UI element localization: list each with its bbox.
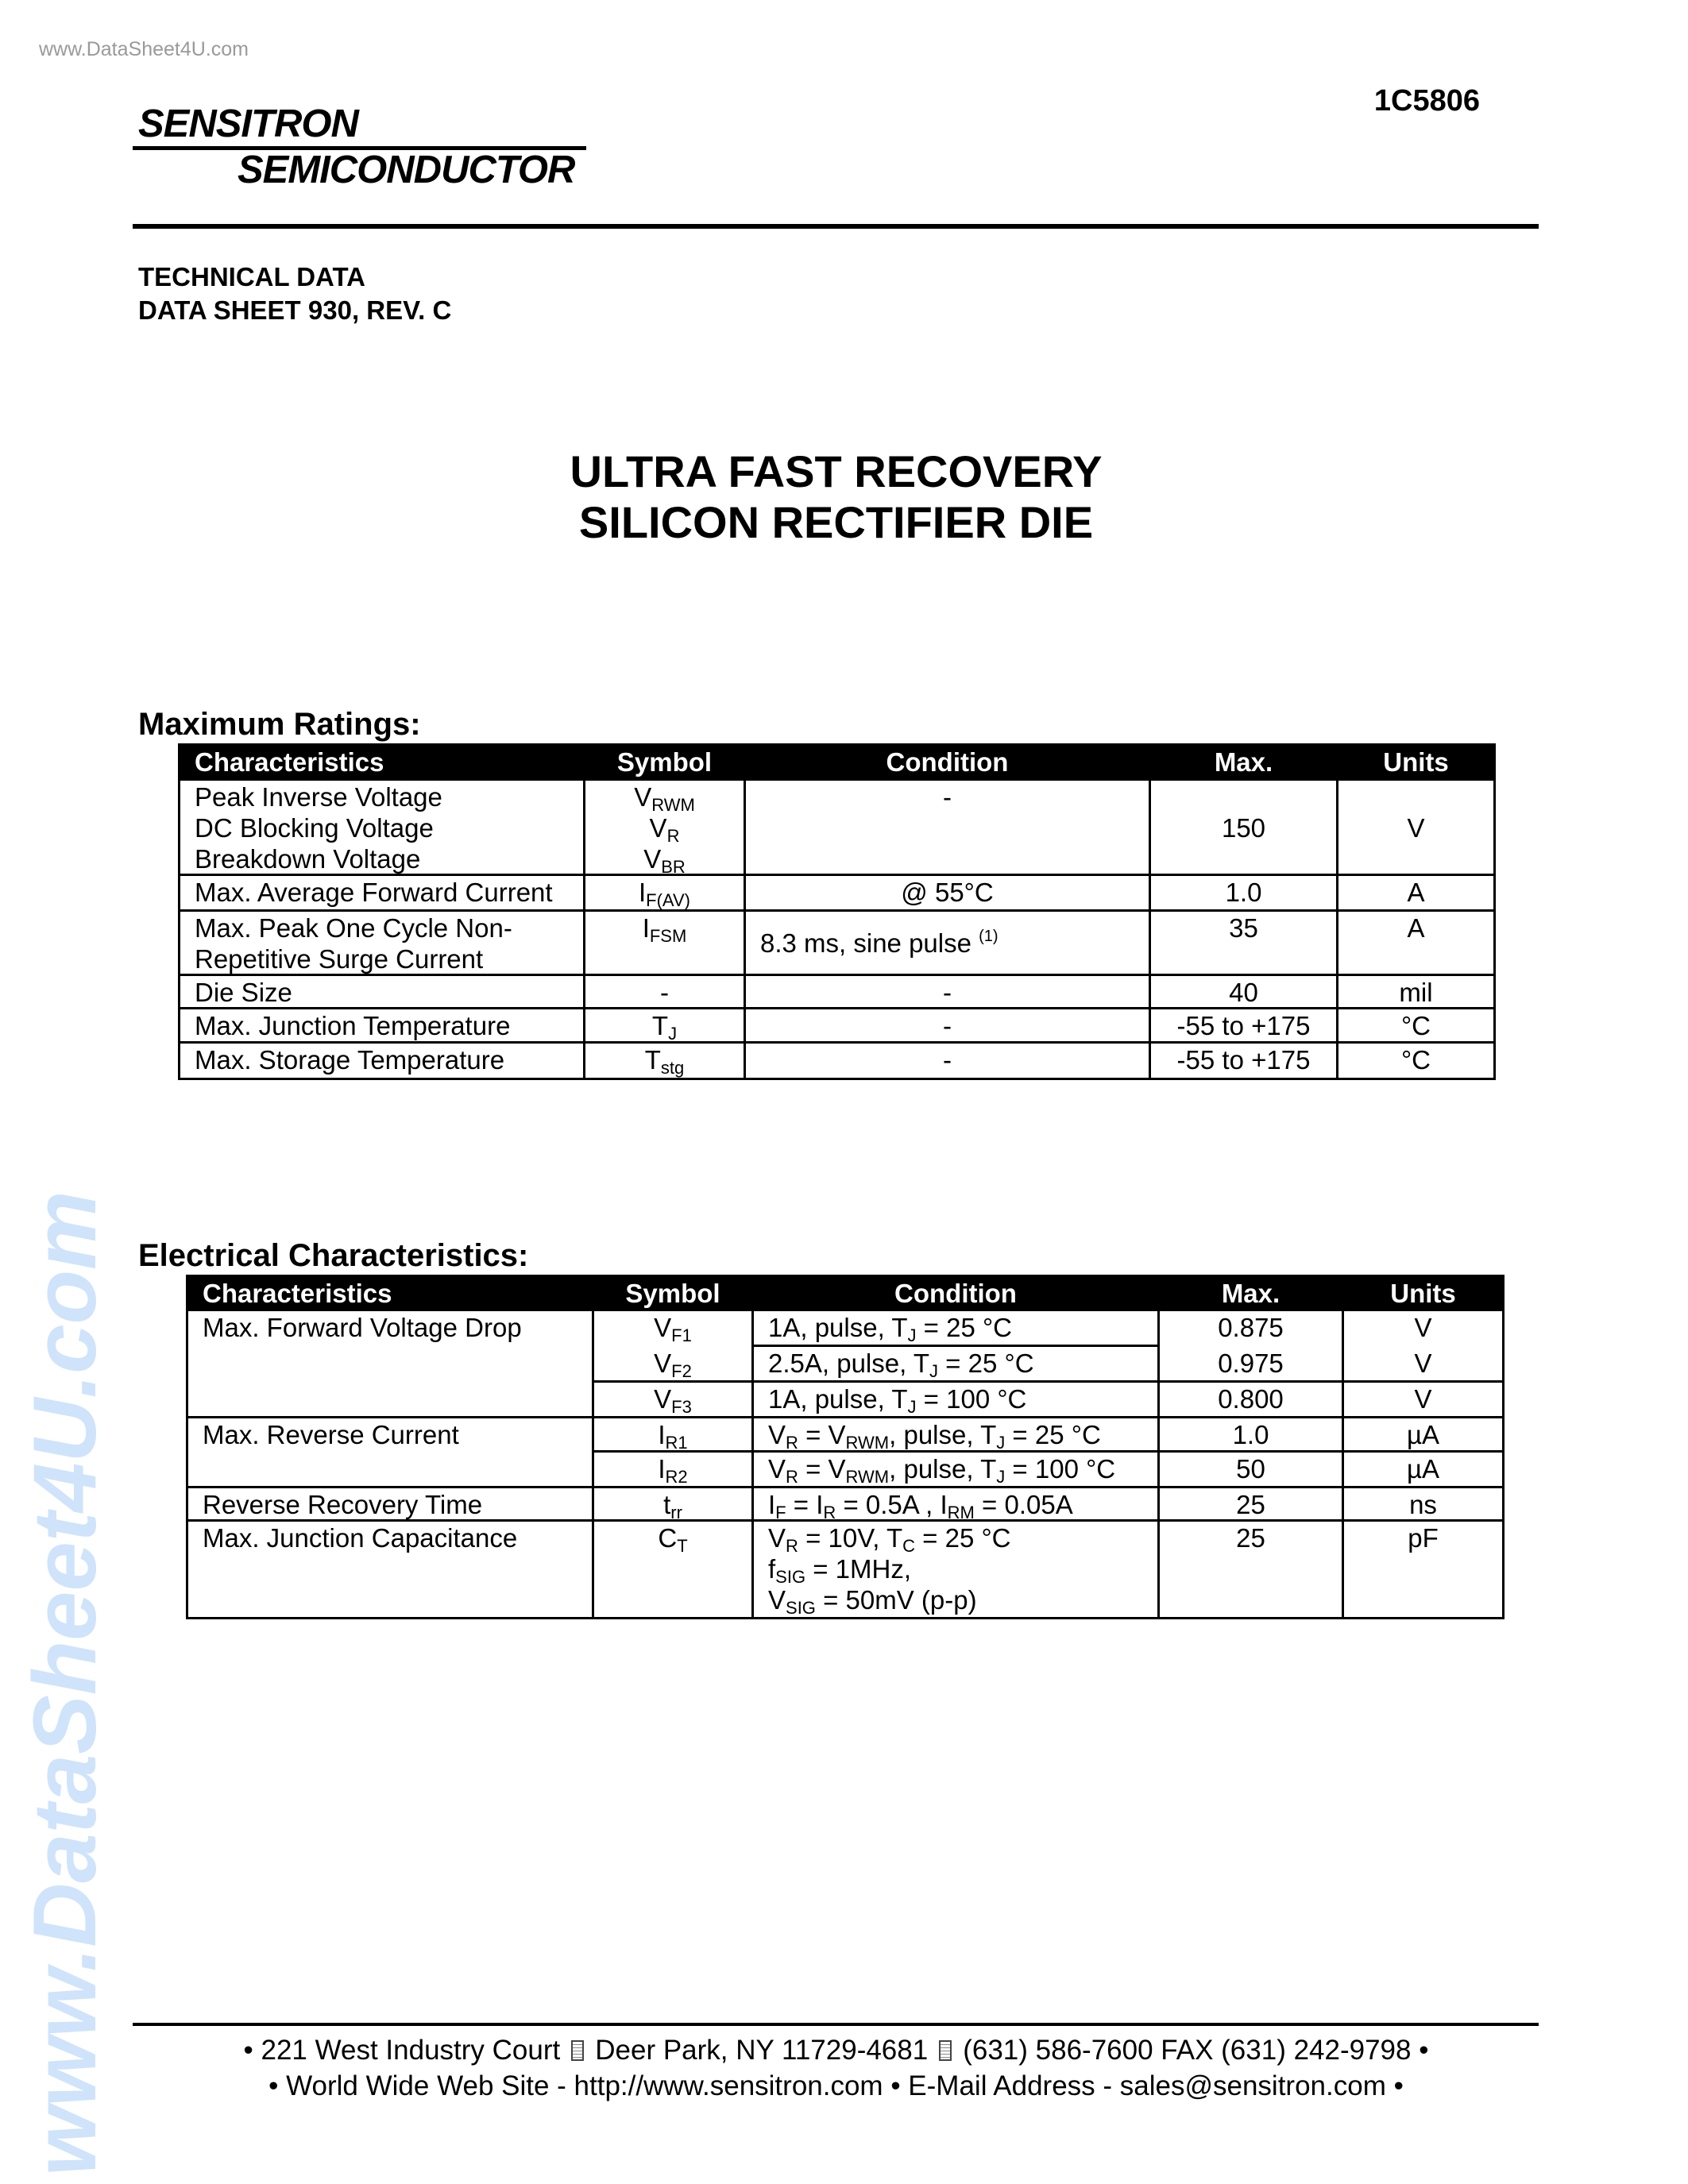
text: Reverse Recovery Time <box>203 1490 483 1519</box>
text: -55 to +175 <box>1176 1045 1311 1075</box>
cell-line <box>1338 812 1493 843</box>
cell-line <box>768 1312 1157 1343</box>
characteristic <box>180 876 585 912</box>
cell-line <box>1160 1419 1342 1450</box>
symbol <box>585 912 746 976</box>
text: Max. Junction Temperature <box>195 1011 511 1040</box>
datasheet-revision: DATA SHEET 930, REV. C <box>138 295 452 325</box>
subscript: T <box>677 1536 688 1556</box>
cell-line <box>1338 877 1493 908</box>
cell-line <box>203 1522 592 1553</box>
cell-line <box>585 843 744 874</box>
subscript: rr <box>670 1503 682 1522</box>
text: - <box>943 1045 952 1075</box>
subscript: RWM <box>845 1467 890 1487</box>
subscript: F1 <box>671 1325 692 1345</box>
condition <box>746 1009 1151 1044</box>
cell-line <box>594 1453 751 1487</box>
header-units: Units <box>1338 746 1496 781</box>
cell-line <box>585 812 744 846</box>
characteristic <box>188 1311 594 1418</box>
cell-line <box>1344 1348 1502 1379</box>
symbol <box>594 1488 754 1522</box>
text: 1A, pulse, T <box>768 1384 908 1414</box>
condition <box>754 1347 1160 1383</box>
text: Breakdown Voltage <box>195 844 421 874</box>
text: Die Size <box>195 978 292 1007</box>
cell-line <box>594 1383 751 1417</box>
cell-line <box>594 1312 751 1343</box>
header-max: Max. <box>1151 746 1338 781</box>
header-symbol: Symbol <box>585 746 746 781</box>
symbol <box>585 1009 746 1044</box>
subscript: R1 <box>665 1433 688 1453</box>
subscript: stg <box>660 1058 685 1078</box>
cell-line <box>1160 1348 1342 1379</box>
text: Repetitive Surge Current <box>195 944 484 974</box>
watermark-url[interactable]: www.DataSheet4U.com <box>39 38 249 60</box>
part-number: 1C5806 <box>1373 84 1480 118</box>
subscript: FSM <box>649 926 687 946</box>
text: = I <box>786 1490 824 1519</box>
symbol <box>585 876 746 912</box>
subscript: R2 <box>665 1467 688 1487</box>
cell-line <box>1338 1044 1493 1075</box>
text: @ 55°C <box>901 878 994 907</box>
subscript: R <box>823 1503 836 1522</box>
max-value <box>1160 1311 1344 1347</box>
cell-line <box>594 1419 751 1453</box>
document-title <box>0 446 1672 548</box>
subscript: J <box>907 1325 917 1345</box>
units <box>1338 1009 1496 1044</box>
units <box>1338 781 1496 876</box>
units <box>1344 1418 1505 1453</box>
characteristic <box>180 1044 585 1080</box>
characteristic <box>180 976 585 1009</box>
separator-box-icon <box>939 2040 952 2061</box>
units <box>1338 912 1496 976</box>
symbol <box>594 1453 754 1488</box>
text: V <box>768 1523 786 1553</box>
cell-line <box>746 1010 1149 1041</box>
text: I <box>658 1420 666 1449</box>
text: Max. Average Forward Current <box>195 878 553 907</box>
cell-line <box>195 812 583 843</box>
subscript: BR <box>661 857 686 876</box>
units <box>1344 1311 1505 1347</box>
text: µA <box>1406 1420 1440 1449</box>
cell-line <box>195 943 583 974</box>
text: V <box>1414 1313 1432 1342</box>
footer-city: Deer Park, NY 11729-4681 <box>595 2035 929 2066</box>
cell-line <box>1151 1010 1336 1041</box>
text: = 25 °C <box>916 1313 1013 1342</box>
header-condition: Condition <box>754 1277 1160 1311</box>
text: T <box>644 1045 661 1075</box>
cell-line <box>195 877 583 908</box>
header-condition: Condition <box>746 746 1151 781</box>
cell-line <box>768 1489 1157 1520</box>
text: µA <box>1406 1454 1440 1484</box>
electrical-heading: Electrical Characteristics: <box>138 1238 529 1273</box>
text: V <box>654 1313 672 1342</box>
cell-line <box>1160 1453 1342 1484</box>
cell-line <box>1344 1522 1502 1553</box>
symbol <box>594 1522 754 1619</box>
cell-line <box>768 1522 1157 1556</box>
cell-line <box>585 1010 744 1044</box>
max-value <box>1160 1453 1344 1488</box>
text: 150 <box>1221 812 1266 843</box>
text: I <box>639 878 647 907</box>
text: V <box>768 1420 786 1449</box>
text: f <box>768 1554 776 1584</box>
text: V <box>634 782 652 812</box>
units <box>1344 1522 1505 1619</box>
footer-divider <box>133 2023 1539 2026</box>
diagonal-watermark: www.DataSheet4U.com <box>15 1190 114 2176</box>
subscript: R <box>786 1536 798 1556</box>
units <box>1344 1453 1505 1488</box>
footer-phone-fax: (631) 586-7600 FAX (631) 242-9798 • <box>963 2035 1429 2066</box>
subscript: RM <box>947 1503 975 1522</box>
cell-line <box>768 1348 1157 1379</box>
characteristic <box>180 912 585 976</box>
text: 0.800 <box>1218 1384 1284 1414</box>
cell-line <box>203 1312 592 1343</box>
text: 40 <box>1229 978 1258 1007</box>
cell-line <box>195 1044 583 1075</box>
cell-line <box>1344 1383 1502 1414</box>
max-ratings-heading: Maximum Ratings: <box>138 707 421 742</box>
text: V <box>654 1349 672 1378</box>
cell-line <box>1344 1489 1502 1520</box>
subscript: RWM <box>651 795 695 815</box>
symbol <box>594 1418 754 1453</box>
title-line-1: ULTRA FAST RECOVERY <box>570 446 1103 496</box>
text: C <box>658 1523 678 1553</box>
subscript: F3 <box>671 1397 692 1417</box>
max-value <box>1151 1009 1338 1044</box>
text: 1.0 <box>1225 878 1262 907</box>
symbol <box>594 1347 754 1383</box>
condition <box>746 1044 1151 1080</box>
text: I <box>658 1454 666 1484</box>
logo-semiconductor: SEMICONDUCTOR <box>238 149 575 191</box>
max-value <box>1151 781 1338 876</box>
subscript: C <box>902 1536 915 1556</box>
header-max: Max. <box>1160 1277 1344 1311</box>
text: t <box>663 1490 671 1519</box>
logo-sensitron: SENSITRON <box>138 102 358 145</box>
title-line-2: SILICON RECTIFIER DIE <box>578 497 1094 547</box>
text: °C <box>1400 1011 1431 1040</box>
text: 8.3 ms, sine pulse <box>760 928 979 958</box>
cell-line <box>1160 1489 1342 1520</box>
text: = 10V, T <box>798 1523 903 1553</box>
text: Max. Storage Temperature <box>195 1045 505 1075</box>
subscript: J <box>907 1397 917 1417</box>
cell-line <box>1151 1044 1336 1075</box>
text: 25 <box>1236 1490 1265 1519</box>
symbol <box>585 781 746 876</box>
text: 25 <box>1236 1523 1265 1553</box>
units <box>1338 876 1496 912</box>
characteristic <box>188 1522 594 1619</box>
subscript: F(AV) <box>646 890 690 910</box>
characteristic <box>180 1009 585 1044</box>
footer-address: • 221 West Industry Court <box>243 2035 561 2066</box>
text: = V <box>798 1454 846 1484</box>
cell-line <box>195 843 583 874</box>
header-divider <box>133 224 1539 229</box>
text: °C <box>1400 1045 1431 1075</box>
cell-line <box>1151 812 1336 843</box>
cell-line <box>195 977 583 1008</box>
cell-line <box>746 1044 1149 1075</box>
max-value <box>1160 1522 1344 1619</box>
subscript: J <box>668 1024 678 1044</box>
characteristic <box>180 781 585 876</box>
text: V <box>1414 1384 1432 1414</box>
header-characteristics: Characteristics <box>180 746 585 781</box>
cell-line <box>1151 877 1336 908</box>
cell-line <box>746 781 1149 812</box>
footer-address-line <box>0 2035 1672 2066</box>
cell-line <box>1151 977 1336 1008</box>
separator-box-icon <box>571 2040 584 2061</box>
cell-line <box>585 877 744 908</box>
cell-line <box>203 1489 592 1520</box>
text: DC Blocking Voltage <box>195 813 434 843</box>
symbol <box>585 976 746 1009</box>
condition <box>746 876 1151 912</box>
text: - <box>943 782 952 812</box>
units <box>1344 1347 1505 1383</box>
max-value <box>1151 1044 1338 1080</box>
text: -55 to +175 <box>1176 1011 1311 1040</box>
text: Max. Junction Capacitance <box>203 1523 518 1553</box>
text: , pulse, T <box>889 1454 997 1484</box>
symbol <box>594 1383 754 1418</box>
text: V <box>768 1585 786 1615</box>
text: 50 <box>1236 1454 1265 1484</box>
cell-line <box>203 1419 592 1450</box>
units <box>1344 1383 1505 1418</box>
max-value <box>1151 976 1338 1009</box>
cell-line <box>585 1044 744 1078</box>
units <box>1338 976 1496 1009</box>
text: mil <box>1399 978 1433 1007</box>
text: 2.5A, pulse, T <box>768 1349 930 1378</box>
text: ns <box>1409 1490 1437 1519</box>
subscript: RWM <box>845 1433 890 1453</box>
cell-line <box>585 781 744 815</box>
max-value <box>1160 1347 1344 1383</box>
text: = 25 °C <box>1005 1420 1101 1449</box>
text: = 25 °C <box>938 1349 1034 1378</box>
footer-web-email[interactable]: • World Wide Web Site - http://www.sensitron.com • E-Mail Address - sales@sensitron.com • <box>268 2070 1404 2101</box>
cell-line <box>594 1348 751 1379</box>
header-characteristics: Characteristics <box>188 1277 594 1311</box>
cell-line <box>195 781 583 812</box>
max-ratings-table <box>178 743 1496 1080</box>
header-symbol: Symbol <box>594 1277 754 1311</box>
cell-line <box>1160 1312 1342 1343</box>
text: 35 <box>1229 913 1258 943</box>
cell-line <box>1151 913 1336 943</box>
cell-line <box>768 1553 1157 1587</box>
text: A <box>1407 913 1425 943</box>
cell-line <box>746 977 1149 1008</box>
text: = 1MHz, <box>805 1554 912 1584</box>
units <box>1344 1488 1505 1522</box>
cell-line <box>594 1522 751 1556</box>
cell-line <box>195 913 583 943</box>
text: T <box>651 1011 669 1040</box>
subscript: R <box>786 1433 798 1453</box>
max-value <box>1160 1383 1344 1418</box>
cell-line <box>1338 913 1493 943</box>
cell-line <box>746 877 1149 908</box>
max-value <box>1160 1418 1344 1453</box>
text: V <box>1407 812 1425 843</box>
cell-line <box>195 1010 583 1041</box>
text: = 0.5A , I <box>836 1490 948 1519</box>
subscript: F <box>775 1503 786 1522</box>
cell-line <box>1344 1453 1502 1484</box>
text: 0.975 <box>1218 1349 1284 1378</box>
cell-line <box>1344 1312 1502 1343</box>
text: Max. Reverse Current <box>203 1420 459 1449</box>
subscript: SIG <box>786 1598 816 1618</box>
symbol <box>594 1311 754 1347</box>
cell-line <box>594 1489 751 1520</box>
cell-line <box>768 1383 1157 1417</box>
text: 1A, pulse, T <box>768 1313 908 1342</box>
text: = 100 °C <box>916 1384 1027 1414</box>
text: = 0.05A <box>974 1490 1073 1519</box>
text: = 100 °C <box>1005 1454 1116 1484</box>
max-value <box>1151 876 1338 912</box>
max-value <box>1160 1488 1344 1522</box>
text: V <box>649 813 667 843</box>
cell-line <box>1338 977 1493 1008</box>
text: pF <box>1408 1523 1439 1553</box>
text: 0.875 <box>1218 1313 1284 1342</box>
header-units: Units <box>1344 1277 1505 1311</box>
condition <box>754 1383 1160 1418</box>
text: V <box>654 1384 672 1414</box>
text: V <box>1414 1349 1432 1378</box>
text: Max. Peak One Cycle Non- <box>195 913 512 943</box>
text: = 25 °C <box>915 1523 1011 1553</box>
cell-line <box>585 913 744 946</box>
subscript: R <box>786 1467 798 1487</box>
max-value <box>1151 912 1338 976</box>
cell-line <box>768 1584 1157 1618</box>
condition <box>746 912 1151 976</box>
condition <box>754 1522 1160 1619</box>
text: = 50mV (p-p) <box>815 1585 977 1615</box>
text: - <box>660 978 669 1007</box>
symbol <box>585 1044 746 1080</box>
text: A <box>1407 878 1425 907</box>
subscript: F2 <box>671 1361 692 1381</box>
text: = V <box>798 1420 846 1449</box>
subscript: SIG <box>775 1567 806 1587</box>
condition <box>754 1453 1160 1488</box>
condition <box>754 1488 1160 1522</box>
text: 1.0 <box>1232 1420 1269 1449</box>
cell-line <box>1338 1010 1493 1041</box>
subscript: R <box>666 826 680 846</box>
text: Peak Inverse Voltage <box>195 782 442 812</box>
cell-line <box>1344 1419 1502 1450</box>
condition <box>746 781 1151 876</box>
subscript: J <box>996 1467 1006 1487</box>
condition <box>754 1418 1160 1453</box>
characteristic <box>188 1418 594 1488</box>
units <box>1338 1044 1496 1080</box>
subscript: J <box>929 1361 939 1381</box>
text: V <box>643 844 662 874</box>
cell-line <box>1160 1522 1342 1553</box>
condition <box>746 976 1151 1009</box>
cell-line <box>768 1453 1157 1487</box>
cell-line <box>585 977 744 1008</box>
text: - <box>943 978 952 1007</box>
condition <box>754 1311 1160 1347</box>
text: V <box>768 1454 786 1484</box>
text: Max. Forward Voltage Drop <box>203 1313 522 1342</box>
electrical-characteristics-table <box>186 1275 1505 1619</box>
footnote-ref: (1) <box>979 928 999 945</box>
text: I <box>642 913 650 943</box>
cell-line <box>760 928 1149 959</box>
characteristic <box>188 1488 594 1522</box>
text: - <box>943 1011 952 1040</box>
text: , pulse, T <box>889 1420 997 1449</box>
cell-line <box>768 1419 1157 1453</box>
subscript: J <box>996 1433 1006 1453</box>
cell-line <box>1160 1383 1342 1414</box>
technical-data-label: TECHNICAL DATA <box>138 262 365 291</box>
text: I <box>768 1490 776 1519</box>
